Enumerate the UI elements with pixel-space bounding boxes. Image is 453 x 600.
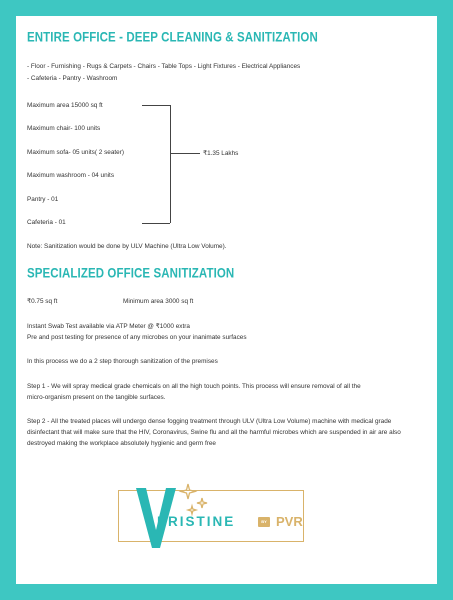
bracket-vertical bbox=[170, 105, 171, 223]
pre-post-testing-line: Pre and post testing for presence of any microbes on your inanimate surfaces bbox=[27, 334, 247, 341]
ulv-note: Note: Sanitization would be done by ULV Machine (Ultra Low Volume). bbox=[27, 243, 227, 250]
package-price: ₹1.35 Lakhs bbox=[203, 150, 239, 157]
swab-test-line: Instant Swab Test available via ATP Meter @ ₹1000 extra bbox=[27, 323, 190, 330]
spec-sofa: Maximum sofa- 05 units( 2 seater) bbox=[27, 149, 124, 156]
spec-cafeteria: Cafeteria - 01 bbox=[27, 219, 66, 226]
process-intro: In this process we do a 2 step thorough sanitization of the premises bbox=[27, 358, 218, 365]
spec-washroom: Maximum washroom - 04 units bbox=[27, 172, 115, 179]
items-line-2: - Cafeteria - Pantry - Washroom bbox=[27, 75, 118, 82]
spec-area: Maximum area 15000 sq ft bbox=[27, 102, 103, 109]
partner-name: PVR bbox=[276, 514, 303, 529]
bracket-connector bbox=[170, 153, 200, 154]
rate-per-sqft: ₹0.75 sq ft bbox=[27, 298, 58, 305]
by-badge: BY bbox=[258, 517, 270, 527]
step2-line-1: Step 2 - All the treated places will undergo dense fogging treatment through ULV (Ultra Low Volume) machine with medical grade bbox=[27, 418, 392, 425]
spec-pantry: Pantry - 01 bbox=[27, 196, 59, 203]
bracket-top bbox=[142, 105, 170, 106]
spec-chair: Maximum chair- 100 units bbox=[27, 125, 101, 132]
step1-line-1: Step 1 - We will spray medical grade chemicals on all the high touch points. This process will ensure removal of all the bbox=[27, 383, 361, 390]
brand-name: PRISTINE bbox=[157, 514, 236, 529]
section1-title: ENTIRE OFFICE - DEEP CLEANING & SANITIZATION bbox=[27, 31, 318, 46]
sparkle-icon bbox=[181, 484, 207, 514]
step2-line-2: disinfectant that will make sure that the HIV, Coronavirus, Swine flu and all the harmful microbes which are suspended in air are also bbox=[27, 429, 401, 436]
bracket-bottom bbox=[142, 223, 170, 224]
section2-title: SPECIALIZED OFFICE SANITIZATION bbox=[27, 267, 235, 282]
step1-line-2: micro-organism present on the tangible surfaces. bbox=[27, 394, 166, 401]
minimum-area: Minimum area 3000 sq ft bbox=[123, 298, 194, 305]
step2-line-3: destroyed making the workplace absolutely hygienic and germ free bbox=[27, 440, 216, 447]
items-line-1: - Floor - Furnishing - Rugs & Carpets - Chairs - Table Tops - Light Fixtures - Electrical Appliances bbox=[27, 63, 301, 70]
